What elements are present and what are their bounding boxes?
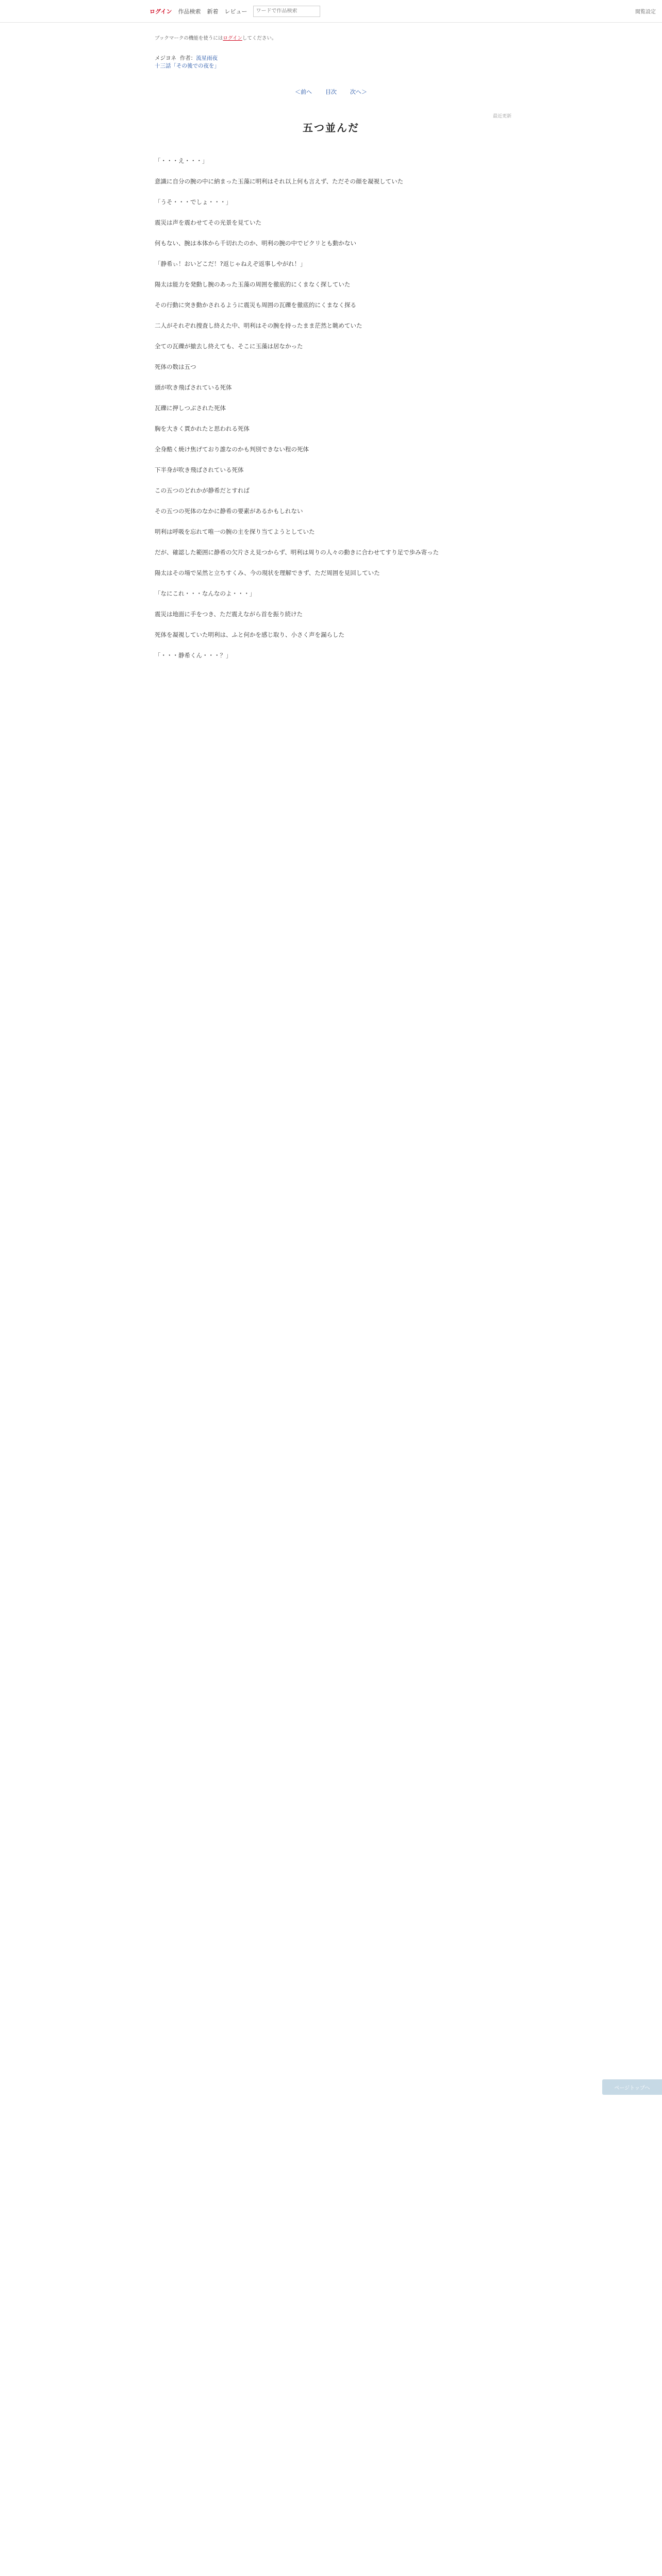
page-top-button[interactable]: ページトップへ <box>602 2079 662 2095</box>
paragraph: 震災は声を震わせてその光景を見ていた <box>155 219 261 226</box>
bookmark-note <box>155 34 516 41</box>
chapter-pager <box>0 88 662 96</box>
chapter-label: 十三話「その後での夜を」 <box>155 63 220 69</box>
paragraph: 全身酷く焼け焦げており誰なのかも判別できない程の死体 <box>155 446 309 453</box>
update-date: 最近更新 <box>492 114 511 119</box>
paragraph: 意識に自分の腕の中に納まった玉藻に明利はそれ以上何も言えず、ただその顔を凝視していた <box>155 178 404 185</box>
search-box <box>253 6 320 17</box>
paragraph: その行動に突き動かされるように震災も周囲の瓦礫を徹底的にくまなく探る <box>155 301 356 309</box>
paragraph: その五つの死体のなかに静希の要素があるかもしれない <box>155 507 303 515</box>
paragraph: 頭が吹き飛ばされている死体 <box>155 384 232 391</box>
author-prefix: 作者： <box>179 55 196 61</box>
paragraph: 「なにこれ・・・なんなのよ・・・」 <box>155 590 256 597</box>
paragraph: 何もない、腕は本体から千切れたのか、明利の腕の中でピクリとも動かない <box>155 240 356 247</box>
next-chapter-link[interactable]: 次へ＞ <box>350 89 367 95</box>
paragraph: 瓦礫に押しつぶされた死体 <box>155 404 226 412</box>
paragraph: 「・・・静希くん・・・？」 <box>155 652 232 659</box>
paragraph: 下半身が吹き飛ばされている死体 <box>155 466 244 473</box>
paragraph: 二人がそれぞれ捜査し終えた中、明利はその腕を持ったまま茫然と眺めていた <box>155 322 362 329</box>
paragraph: 全ての瓦礫が撤去し終えても、そこに玉藻は居なかった <box>155 343 303 350</box>
top-navigation-bar <box>0 0 662 23</box>
bookmark-note-prefix: ブックマークの機能を使うには <box>155 36 223 41</box>
author-link[interactable]: 流星雨夜 <box>196 55 218 61</box>
work-header <box>155 34 516 70</box>
login-link[interactable]: ログイン <box>150 8 172 15</box>
nav-new-arrivals[interactable]: 新着 <box>207 8 219 15</box>
paragraph: 明利は呼吸を忘れて唯一の腕の主を探り当てようとしていた <box>155 528 315 535</box>
paragraph: 「静希ぃ！おいどこだ！?返じゃねえぞ返事しやがれ！」 <box>155 260 306 267</box>
chapter-title: 五つ並んだ <box>303 122 359 134</box>
paragraph: 震災は地面に手をつき、ただ震えながら首を振り続けた <box>155 611 303 618</box>
nav-search-works[interactable]: 作品検索 <box>178 8 201 15</box>
series-info <box>155 55 516 62</box>
series-title-link[interactable]: メジヨネ <box>155 55 176 61</box>
search-input[interactable] <box>256 8 318 14</box>
bookmark-note-suffix: してください。 <box>242 36 277 41</box>
chapter-body <box>155 156 490 671</box>
table-of-contents-link[interactable]: 目次 <box>325 89 337 95</box>
paragraph: 陽太はその場で呆然と立ちすくみ、今の現状を理解できず、ただ周囲を見回していた <box>155 569 380 577</box>
paragraph: 死体の数は五つ <box>155 363 196 370</box>
paragraph: この五つのどれかが静希だとすれば <box>155 487 250 494</box>
paragraph: 「うそ・・・でしょ・・・」 <box>155 198 232 206</box>
reading-settings-link[interactable]: 閲覧設定 <box>635 9 656 15</box>
nav-reviews[interactable]: レビュー <box>224 8 247 15</box>
paragraph: 「・・・え・・・」 <box>155 157 208 164</box>
prev-chapter-link[interactable]: ＜前へ <box>295 89 312 95</box>
paragraph: だが、確認した範囲に静希の欠片さえ見つからず、明利は周りの人々の動きに合わせてすり足で歩み寄った <box>155 549 439 556</box>
paragraph: 陽太は能力を発動し腕のあった玉藻の周囲を徹底的にくまなく探していた <box>155 281 351 288</box>
paragraph: 胸を大きく貫かれたと思われる死体 <box>155 425 250 432</box>
paragraph: 死体を凝視していた明利は、ふと何かを感じ取り、小さく声を漏らした <box>155 631 344 638</box>
bookmark-login-link[interactable]: ログイン <box>223 36 242 41</box>
